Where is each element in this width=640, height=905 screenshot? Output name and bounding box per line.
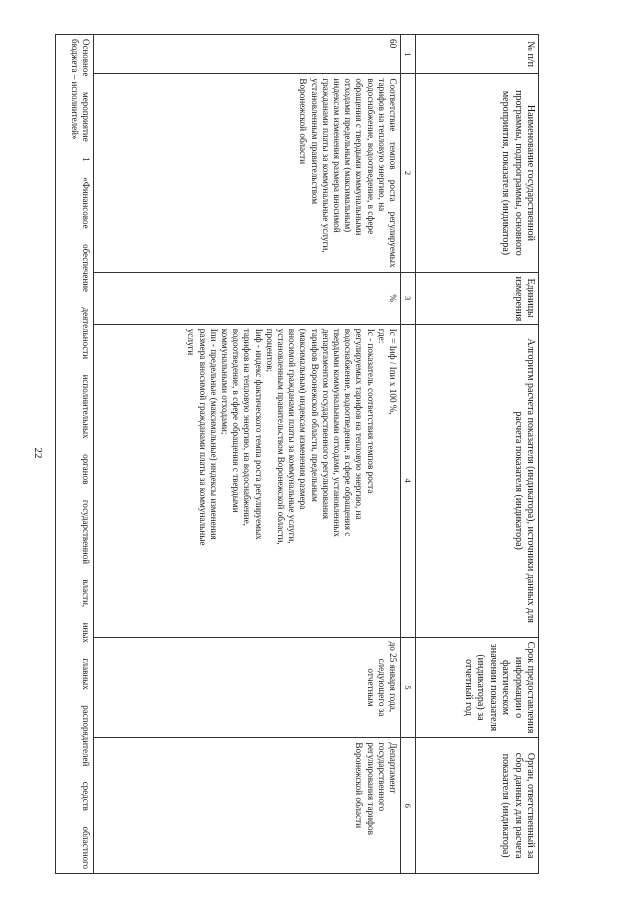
page-number: 22 xyxy=(32,447,44,459)
column-number: 5 xyxy=(401,637,416,738)
row-name-line: отходами предельным (максимальным) xyxy=(343,78,354,233)
rotated-table-sheet xyxy=(61,34,539,874)
term-line: до 25 января года, xyxy=(388,641,398,713)
algorithm-line: процентов; xyxy=(264,328,275,373)
algorithm-line: установленным правительством Воронежской области, xyxy=(275,328,286,545)
algorithm-line: коммунальными отходами; xyxy=(219,328,230,435)
row-name-line: Воронежской области xyxy=(298,78,309,165)
row-name-line: обращения с твердыми коммунальными xyxy=(354,78,365,236)
column-number: 6 xyxy=(401,738,416,874)
algorithm-line: услуги xyxy=(186,328,197,356)
section-footer-row xyxy=(56,35,94,874)
algorithm-line: размера вносимой гражданами платы за коммунальные xyxy=(197,328,208,546)
organ-line: Департамент xyxy=(388,742,398,794)
term-line: следующего за xyxy=(376,658,387,717)
table-row xyxy=(94,35,401,874)
row-name-line: водоснабжение, водоотведение, в сфере xyxy=(365,78,376,235)
algorithm-line: где: xyxy=(376,328,387,344)
row-name-line: гражданами платы за коммунальные услуги, xyxy=(320,78,331,253)
row-name xyxy=(94,74,401,272)
indicators-table xyxy=(55,34,539,874)
header-term: Срок предоставления информации о фактическом значении показателя (индикатора) за отчетный год xyxy=(416,637,539,738)
row-number: 60 xyxy=(94,35,401,74)
row-name-line: индексам изменения размера вносимой xyxy=(331,78,342,233)
row-unit: % xyxy=(94,272,401,324)
row-name-line: установленным правительством xyxy=(309,78,320,205)
header-name: Наименование государственной программы, подпрограммы, основного мероприятия, показателя (индикатора) xyxy=(416,74,539,272)
footer-line: бюджета – исполнителей» xyxy=(70,39,80,140)
row-organ xyxy=(94,738,401,874)
algorithm-line: водоотведение, в сфере обращения с твердыми xyxy=(231,328,242,513)
algorithm-line: водоснабжение, водоотведение, в сфере обращения с xyxy=(343,328,354,537)
column-number: 4 xyxy=(401,324,416,637)
organ-line: государственного xyxy=(376,742,387,812)
header-number: № п/п xyxy=(416,35,539,74)
algorithm-line: вносимой гражданами платы за коммунальные услуги, xyxy=(287,328,298,544)
algorithm-line: твердыми коммунальными отходами, установленных xyxy=(331,328,342,538)
header-unit: Единицы измерения xyxy=(416,272,539,324)
footer-line: Основное мероприятие 1 «Финансовое обеспечение деятельности исполнительных органов государственной власти, иных главных распорядителей средств областного xyxy=(81,39,91,869)
algorithm-line: тарифов Воронежской области, предельным xyxy=(309,328,320,502)
column-number: 3 xyxy=(401,272,416,324)
algorithm-line: Iиф - индекс фактического темпа роста регулируемых xyxy=(253,328,264,540)
row-term xyxy=(94,637,401,738)
algorithm-line: Iпи - предельные (максимальные) индексы изменения xyxy=(208,328,219,540)
organ-line: регулирования тарифов xyxy=(365,742,376,835)
algorithm-line: департаментом государственного регулирования xyxy=(320,328,331,520)
header-organ: Орган, ответственный за сбор данных для расчета показателя (индикатора) xyxy=(416,738,539,874)
algorithm-line: Ic = Iиф / Iпи x 100 %, xyxy=(388,328,398,415)
algorithm-line: Ic - показатель соответствия темпов роста xyxy=(365,328,376,494)
header-algorithm: Алгоритм расчета показателя (индикатора), источники данных для расчета показателя (индикатора) xyxy=(416,324,539,637)
section-footer xyxy=(56,35,94,874)
row-name-line: тарифов на тепловую энергию, на xyxy=(376,78,387,212)
row-name-line: Соответствие темпов роста регулируемых xyxy=(388,78,398,268)
algorithm-line: (максимальным) индексам изменения размера xyxy=(298,328,309,510)
column-number-row xyxy=(401,35,416,874)
column-number: 2 xyxy=(401,74,416,272)
organ-line: Воронежской области xyxy=(354,742,365,829)
column-number: 1 xyxy=(401,35,416,74)
algorithm-line: тарифов на тепловую энергию, на водоснабжение, xyxy=(242,328,253,526)
table-header-row xyxy=(416,35,539,874)
row-algorithm xyxy=(94,324,401,637)
algorithm-line: регулируемых тарифов на тепловую энергию, на xyxy=(354,328,365,520)
term-line: отчетным xyxy=(365,668,376,707)
